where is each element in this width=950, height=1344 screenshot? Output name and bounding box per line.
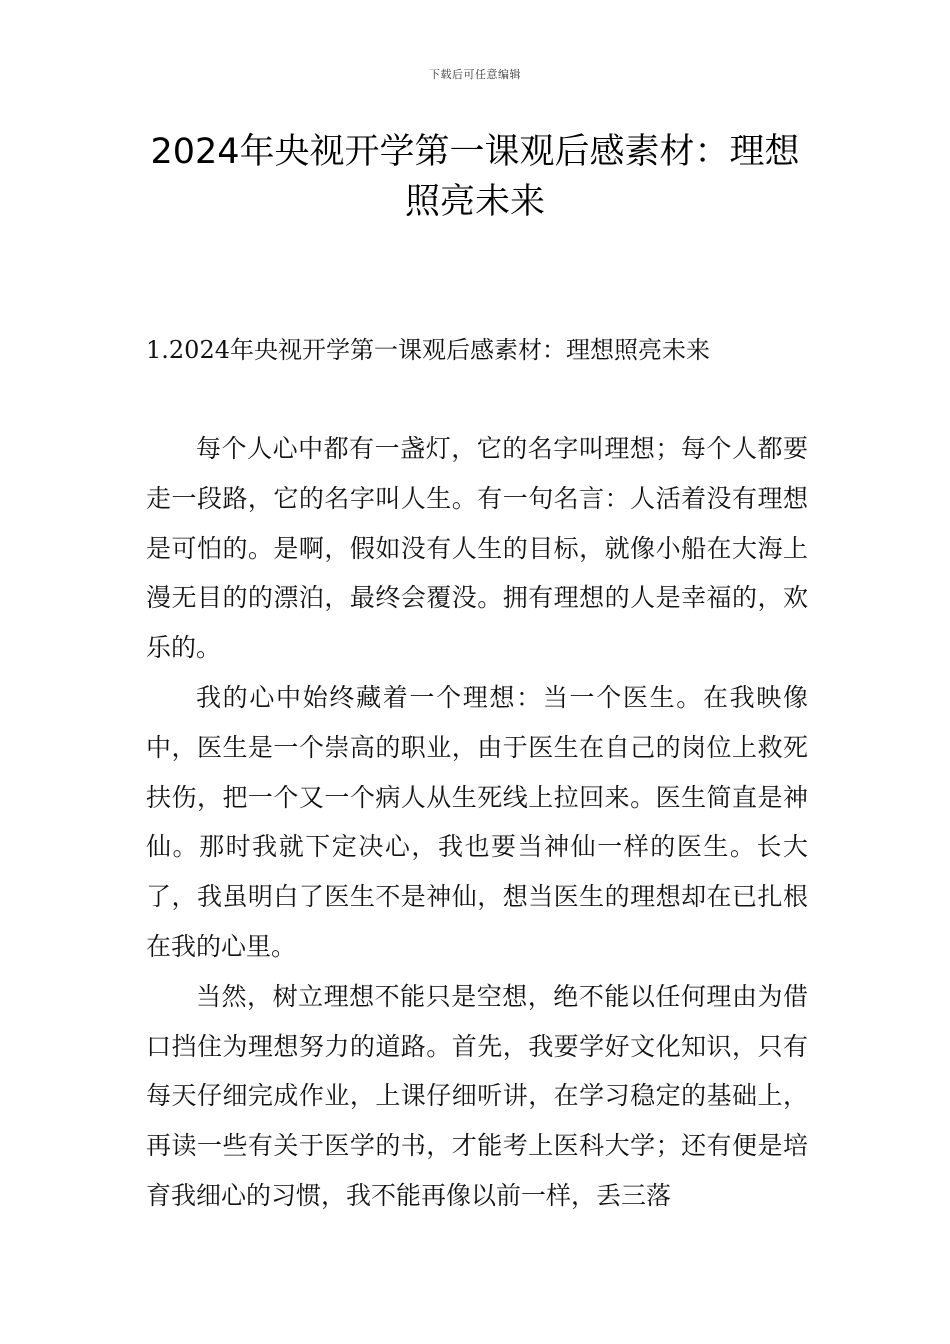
document-title: 2024年央视开学第一课观后感素材：理想照亮未来 xyxy=(150,132,800,222)
paragraph: 当然，树立理想不能只是空想，绝不能以任何理由为借口挡住为理想努力的道路。首先，我要学好文化知识，只有每天仔细完成作业，上课仔细听讲，在学习稳定的基础上，再读一些有关于医学的书，才能考上医科大学；还有便是培育我细心的习惯，我不能再像以前一样，丢三落 xyxy=(146,981,808,1210)
paragraph: 我的心中始终藏着一个理想：当一个医生。在我映像中，医生是一个崇高的职业，由于医生在自己的岗位上救死扶伤，把一个又一个病人从生死线上拉回来。医生简直是神仙。那时我就下定决心，我也要当神仙一样的医生。长大了，我虽明白了医生不是神仙，想当医生的理想却在已扎根在我的心里。 xyxy=(146,682,808,961)
section-heading: 1.2024年央视开学第一课观后感素材：理想照亮未来 xyxy=(146,336,710,364)
paragraph: 每个人心中都有一盏灯，它的名字叫理想；每个人都要走一段路，它的名字叫人生。有一句名言：人活着没有理想是可怕的。是啊，假如没有人生的目标，就像小船在大海上漫无目的的漂泊，最终会覆没。拥有理想的人是幸福的，欢乐的。 xyxy=(146,434,808,663)
header-note: 下载后可任意编辑 xyxy=(429,68,521,81)
body-text xyxy=(146,424,808,1221)
